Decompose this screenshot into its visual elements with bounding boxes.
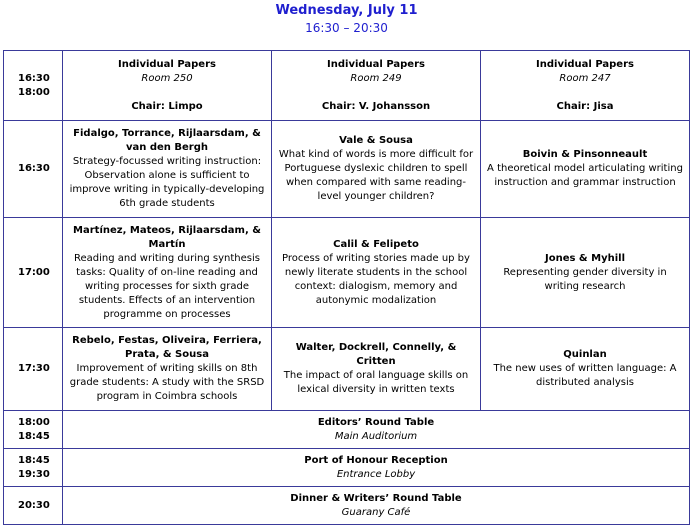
session-type: Individual Papers [118, 58, 216, 70]
paper-cell [272, 121, 481, 218]
event-name: Dinner & Writers’ Round Table [290, 492, 462, 504]
schedule-table [3, 50, 690, 525]
paper-authors: Rebelo, Festas, Oliveira, Ferriera, Prata, & Sousa [72, 335, 262, 360]
paper-title: A theoretical model articulating writing instruction and grammar instruction [487, 163, 683, 188]
day-heading: Wednesday, July 11 [275, 3, 418, 18]
paper-authors: Calil & Felipeto [333, 238, 419, 250]
paper-cell [272, 218, 481, 328]
event-start-time: 20:30 [18, 499, 50, 511]
session-chair: Chair: Limpo [131, 100, 203, 112]
paper-authors: Boivin & Pinsonneault [522, 149, 648, 160]
event-name: Editors’ Round Table [317, 416, 435, 428]
session-room: Room 247 [559, 72, 611, 84]
paper-authors: Jones & Myhill [545, 252, 625, 264]
paper-cell [63, 121, 272, 218]
session-chair: Chair: Jisa [556, 100, 614, 112]
paper-title: What kind of words is more difficult for Portuguese dyslexic children to spell when compared with same reading-level younger children? [278, 149, 474, 202]
event-end-time: 18:45 [18, 430, 50, 442]
event-name: Port of Honour Reception [304, 454, 448, 466]
event-row-editors-round-table [4, 411, 690, 449]
session-header-room-250 [63, 51, 272, 121]
session-end-time: 18:00 [18, 86, 50, 98]
slot-row-1630 [4, 121, 690, 218]
session-header-room-249 [272, 51, 481, 121]
session-header-row [4, 51, 690, 121]
event-place: Main Auditorium [334, 430, 418, 442]
paper-cell [481, 328, 690, 411]
session-type: Individual Papers [327, 58, 425, 70]
paper-title: The impact of oral language skills on lexical diversity in written texts [283, 370, 469, 395]
event-cell [63, 487, 690, 525]
session-header-room-247 [481, 51, 690, 121]
event-cell [63, 449, 690, 487]
event-time-cell [4, 411, 63, 449]
event-start-time: 18:00 [18, 416, 50, 428]
paper-cell [63, 328, 272, 411]
paper-cell [481, 121, 690, 218]
time-range-heading: 16:30 – 20:30 [305, 21, 388, 35]
paper-authors: Vale & Sousa [339, 135, 413, 146]
event-place: Entrance Lobby [336, 468, 416, 480]
session-time-cell [4, 51, 63, 121]
session-room: Room 249 [350, 72, 402, 84]
paper-cell [63, 218, 272, 328]
paper-title: Improvement of writing skills on 8th grade students: A study with the SRSD program in Coimbra schools [69, 363, 265, 402]
session-chair: Chair: V. Johansson [321, 100, 431, 112]
paper-title: Reading and writing during synthesis tasks: Quality of on-line reading and writing processes for sixth grade students. Effects of an intervention programme on processes [74, 252, 260, 320]
paper-title: The new uses of written language: A distributed analysis [493, 363, 677, 388]
session-start-time: 16:30 [18, 72, 50, 84]
slot-time: 17:00 [4, 218, 63, 328]
event-end-time: 19:30 [18, 468, 50, 480]
paper-authors: Walter, Dockrell, Connelly, & Critten [295, 342, 457, 367]
paper-authors: Martínez, Mateos, Rijlaarsdam, & Martín [73, 224, 261, 250]
session-type: Individual Papers [536, 58, 634, 70]
paper-title: Process of writing stories made up by newly literate students in the school context: dialogism, memory and autonymic modalization [282, 252, 470, 306]
event-row-dinner [4, 487, 690, 525]
session-room: Room 250 [141, 72, 193, 84]
event-place: Guarany Café [341, 506, 411, 518]
event-cell [63, 411, 690, 449]
event-start-time: 18:45 [18, 454, 50, 466]
paper-cell [481, 218, 690, 328]
paper-authors: Quinlan [563, 349, 607, 360]
slot-time: 17:30 [4, 328, 63, 411]
event-row-port-of-honour [4, 449, 690, 487]
paper-title: Representing gender diversity in writing research [503, 266, 667, 292]
slot-row-1700 [4, 218, 690, 328]
paper-title: Strategy-focussed writing instruction: Observation alone is sufficient to improve writing in typically-developing 6th grade students [69, 156, 265, 209]
event-time-cell [4, 487, 63, 525]
slot-row-1730 [4, 328, 690, 411]
event-time-cell [4, 449, 63, 487]
paper-authors: Fidalgo, Torrance, Rijlaarsdam, & van den Bergh [73, 128, 261, 153]
slot-time: 16:30 [4, 121, 63, 218]
paper-cell [272, 328, 481, 411]
